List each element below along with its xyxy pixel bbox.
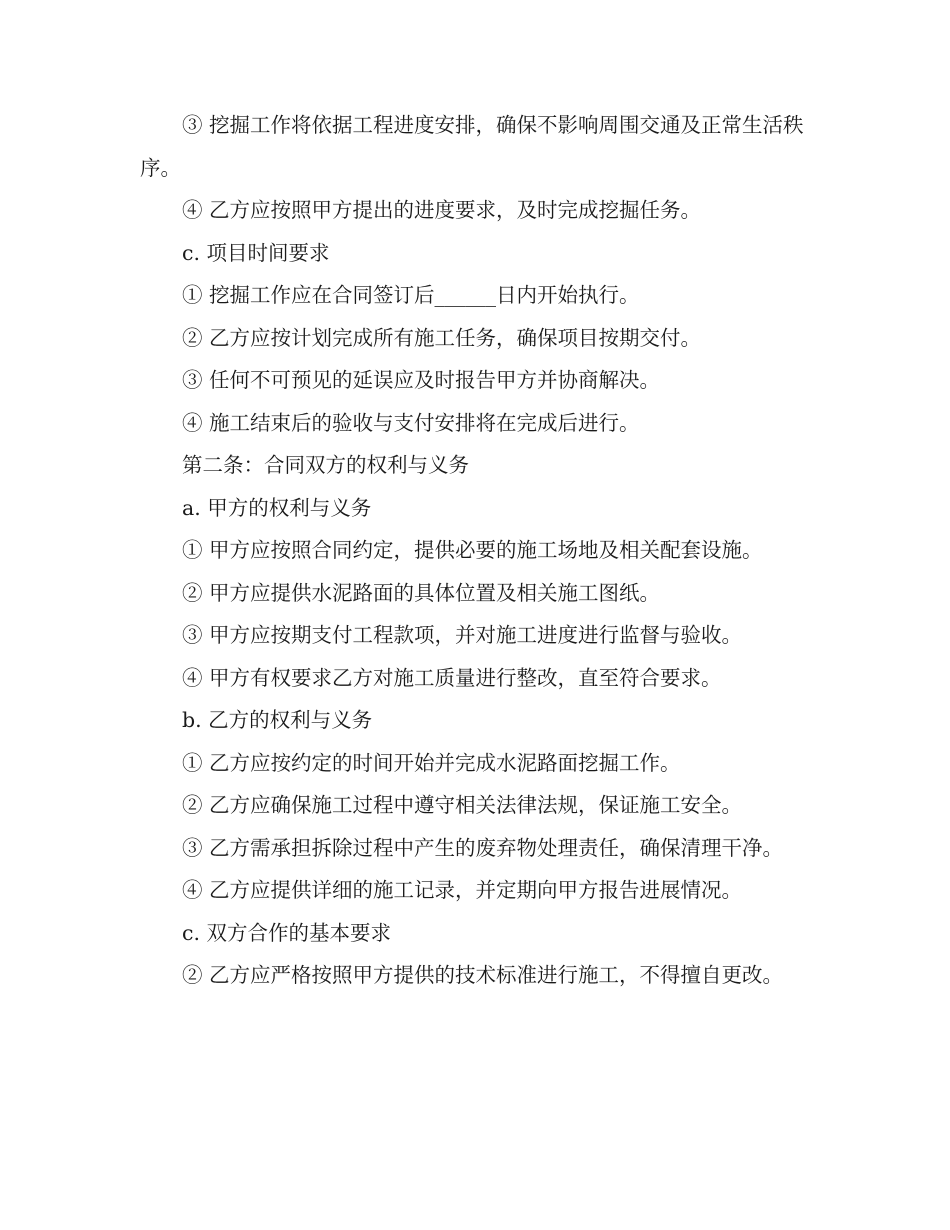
section-heading: c. 双方合作的基本要求 (182, 920, 392, 945)
paragraph: ② 乙方应严格按照甲方提供的技术标准进行施工，不得擅自更改。 (182, 963, 784, 987)
paragraph: ④ 乙方应按照甲方提出的进度要求，及时完成挖掘任务。 (182, 198, 702, 222)
paragraph: ② 乙方应按计划完成所有施工任务，确保项目按期交付。 (182, 325, 702, 350)
paragraph: ④ 甲方有权要求乙方对施工质量进行整改，直至符合要求。 (182, 665, 722, 690)
article-heading: 第二条：合同双方的权利与义务 (182, 453, 469, 477)
paragraph: ③ 甲方应按期支付工程款项，并对施工进度进行监督与验收。 (182, 623, 743, 647)
paragraph: ③ 任何不可预见的延误应及时报告甲方并协商解决。 (182, 368, 661, 392)
paragraph: ④ 施工结束后的验收与支付安排将在完成后进行。 (182, 410, 640, 435)
document-body (140, 104, 820, 997)
section-heading: a. 甲方的权利与义务 (182, 495, 372, 520)
paragraph: ① 挖掘工作应在合同签订后______日内开始执行。 (182, 283, 640, 307)
paragraph: ① 甲方应按照合同约定，提供必要的施工场地及相关配套设施。 (182, 538, 763, 562)
section-heading: c. 项目时间要求 (182, 240, 330, 265)
paragraph: ③ 乙方需承担拆除过程中产生的废弃物处理责任，确保清理干净。 (182, 835, 784, 860)
paragraph: ② 甲方应提供水泥路面的具体位置及相关施工图纸。 (182, 580, 661, 605)
paragraph: ④ 乙方应提供详细的施工记录，并定期向甲方报告进展情况。 (182, 878, 743, 902)
paragraph: ② 乙方应确保施工过程中遵守相关法律法规，保证施工安全。 (182, 793, 743, 817)
paragraph: ③ 挖掘工作将依据工程进度安排，确保不影响周围交通及正常生活秩序。 (140, 113, 804, 180)
section-heading: b. 乙方的权利与义务 (182, 708, 373, 732)
paragraph: ① 乙方应按约定的时间开始并完成水泥路面挖掘工作。 (182, 750, 681, 775)
